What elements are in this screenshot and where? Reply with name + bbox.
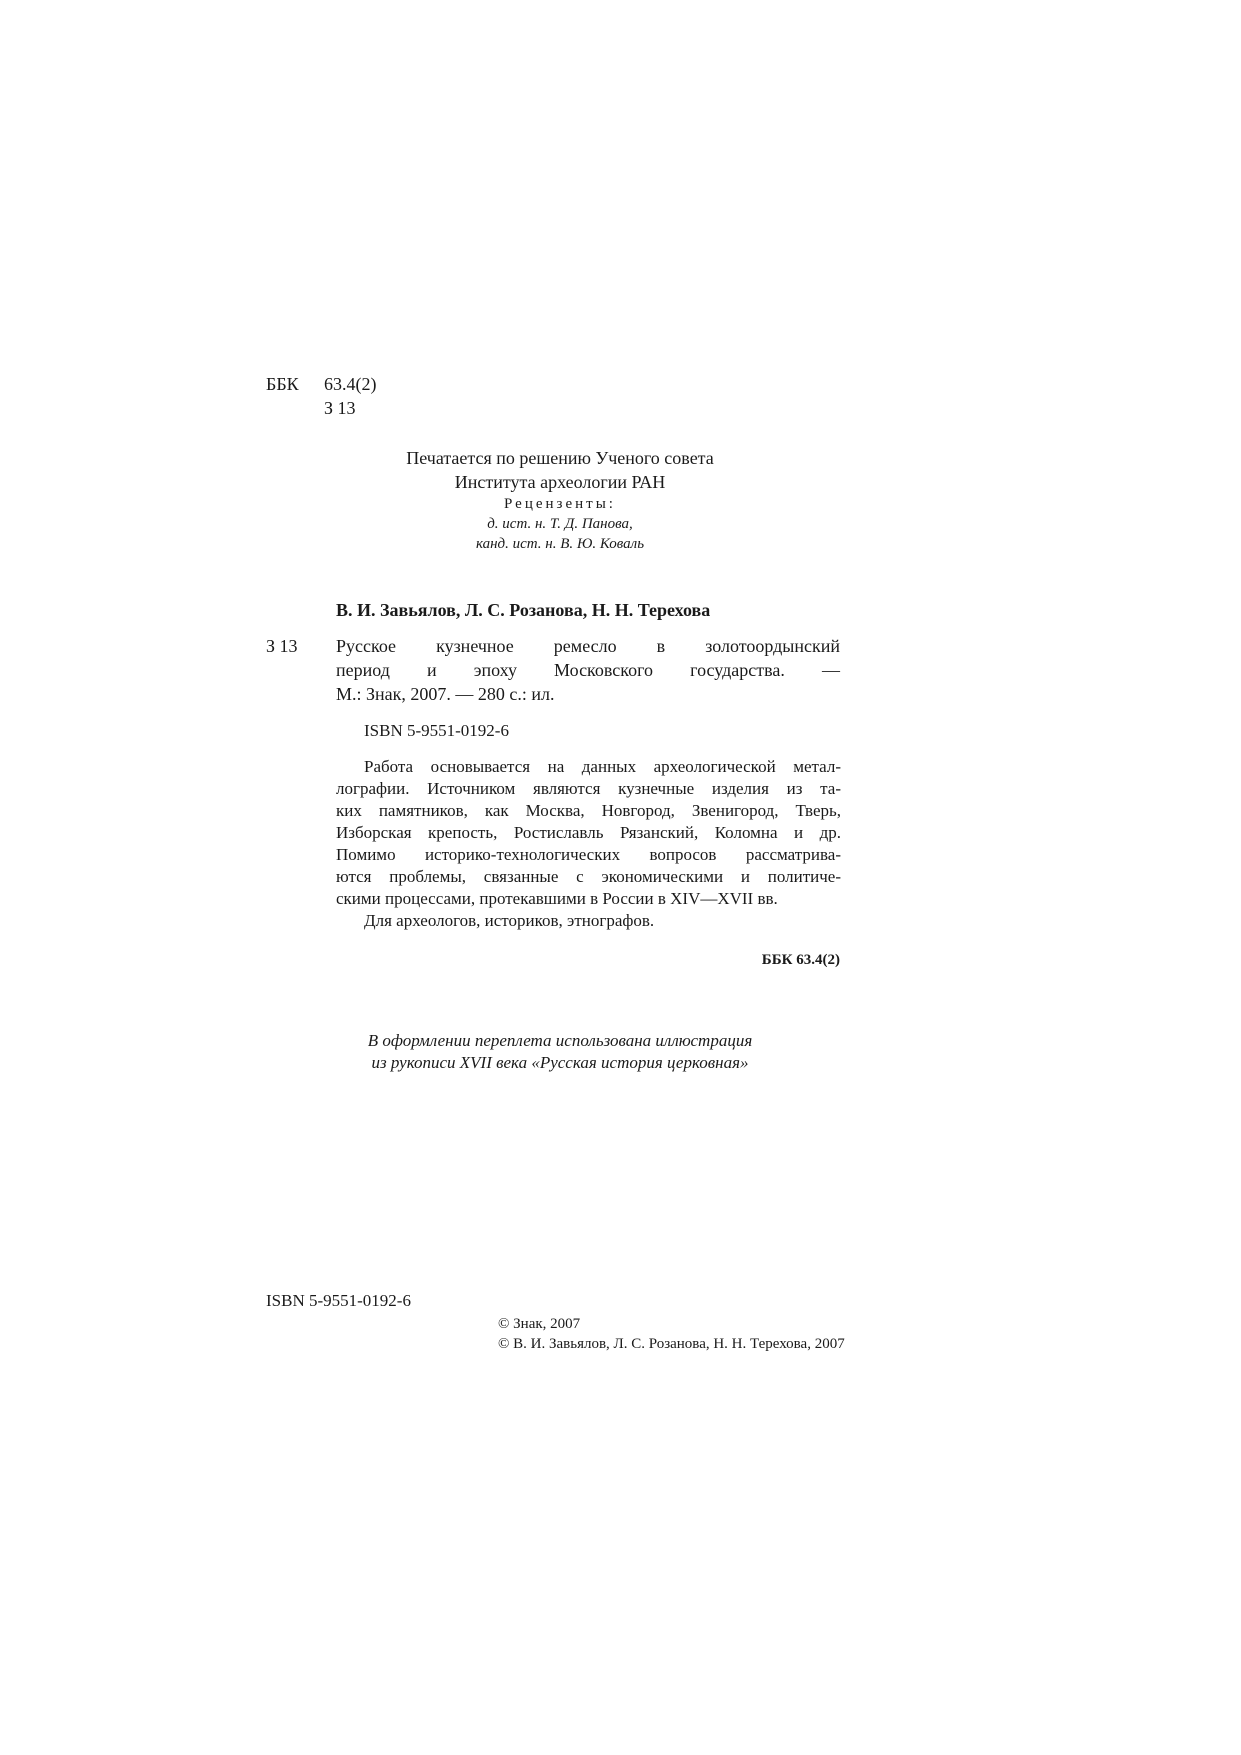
bbk-code: 63.4(2) (324, 374, 377, 394)
cover-note-line-2: из рукописи XVII века «Русская история церковная» (371, 1053, 749, 1072)
reviewer-2: канд. ист. н. В. Ю. Коваль (475, 536, 645, 552)
bbk-label: ББК (266, 374, 299, 394)
reviewer-1: д. ист. н. Т. Д. Панова, (487, 516, 633, 532)
copyright-authors: © В. И. Завьялов, Л. С. Розанова, Н. Н. Терехова, 2007 (498, 1336, 845, 1352)
abstract-line: Изборская крепость, Ростиславль Рязанский, Коломна и др. (336, 823, 841, 842)
abstract (336, 756, 841, 932)
reviewers-label: Рецензенты: (504, 496, 616, 512)
approval-line-1: Печатается по решению Ученого совета (406, 448, 714, 468)
approval-line-2: Института археологии РАН (454, 472, 666, 492)
entry-title-line-2: период и эпоху Московского государства. — (336, 660, 840, 680)
abstract-line: Помимо историко-технологических вопросов рассматрива- (336, 845, 841, 864)
cover-note-line-1: В оформлении переплета использована иллюстрация (367, 1031, 753, 1050)
entry-title-line-1: Русское кузнечное ремесло в золотоордынский (336, 636, 840, 656)
abstract-line: лографии. Источником являются кузнечные изделия из та- (336, 779, 841, 798)
entry-title (336, 634, 840, 706)
copyright-publisher: © Знак, 2007 (498, 1316, 581, 1332)
author-mark: З 13 (324, 398, 356, 418)
abstract-audience: Для археологов, историков, этнографов. (364, 911, 655, 930)
entry-isbn: ISBN 5-9551-0192-6 (364, 721, 509, 740)
authors-heading: В. И. Завьялов, Л. С. Розанова, Н. Н. Терехова (336, 600, 711, 620)
approval-block (320, 446, 800, 554)
abstract-line: ких памятников, как Москва, Новгород, Звенигород, Тверь, (336, 801, 841, 820)
abstract-line: Работа основывается на данных археологической метал- (364, 757, 841, 776)
abstract-bbk: ББК 63.4(2) (761, 952, 840, 968)
footer-isbn: ISBN 5-9551-0192-6 (266, 1291, 411, 1310)
cover-note (320, 1030, 800, 1074)
entry-title-line-3: М.: Знак, 2007. — 280 с.: ил. (336, 684, 555, 704)
abstract-line: ются проблемы, связанные с экономическими и политиче- (336, 867, 841, 886)
entry-mark: З 13 (266, 636, 298, 656)
abstract-line: скими процессами, протекавшими в России в XIV—XVII вв. (336, 889, 778, 908)
